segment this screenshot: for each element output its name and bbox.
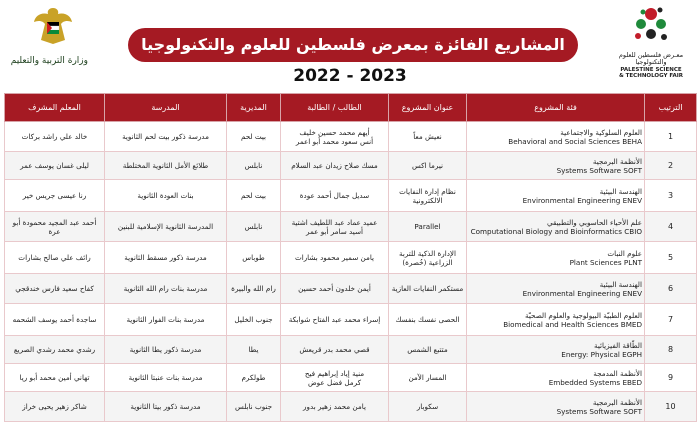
category-english: Plant Sciences PLNT [569, 257, 642, 267]
category-english: Behavioral and Social Sciences BEHA [508, 136, 642, 146]
teacher-text: رشدي محمد رشدي الصريع [13, 345, 96, 354]
cell-directorate [227, 180, 281, 212]
rank-text: 1 [667, 131, 674, 141]
cell-rank [645, 392, 697, 422]
cell-category [467, 336, 645, 364]
category-arabic: الهندسة البيئية [599, 186, 642, 196]
category-english: Systems Software SOFT [556, 165, 642, 175]
science-fair-logo-icon [631, 4, 671, 48]
student-names: يامن محمد زهير بدور [303, 402, 366, 411]
student-names: أيهم محمد حسين خليف أنس سعود محمد أبو اعمر [295, 127, 374, 146]
project-title-text: متتبع الشمس [407, 345, 448, 354]
category-english: Systems Software SOFT [556, 406, 642, 416]
school-text: بنات العودة الثانوية [137, 191, 194, 200]
table-row [5, 122, 697, 152]
school-text: مدرسة بنات الفوار الثانوية [126, 315, 205, 324]
teacher-text: رائف علي صالح بشارات [18, 253, 91, 262]
school-text: مدرسة بنات عنبتا الثانوية [128, 373, 203, 382]
col-header-title: عنوان المشروع [389, 94, 467, 122]
table-row [5, 274, 697, 304]
cell-directorate [227, 274, 281, 304]
rank-text: 9 [667, 372, 674, 382]
cell-teacher [5, 304, 105, 336]
cell-student [281, 392, 389, 422]
category-arabic: الأنظمة المدمجة [593, 368, 642, 378]
cell-student [281, 274, 389, 304]
project-title-text: نيرما اكس [411, 161, 444, 170]
directorate-text: يطا [248, 345, 259, 354]
cell-category [467, 364, 645, 392]
teacher-text: تهاني أمين محمد أبو ريا [19, 373, 90, 382]
cell-teacher [5, 242, 105, 274]
table-row [5, 364, 697, 392]
category-english: Environmental Engineering ENEV [522, 288, 642, 298]
school-text: مدرسة ذكور بيتا الثانوية [130, 402, 201, 411]
fair-logo-arabic: معـرض فلسطين للعلوم والتكنولوجيا [618, 51, 684, 67]
cell-teacher [5, 392, 105, 422]
cell-teacher [5, 152, 105, 180]
ministry-name: وزارة التربية والتعليم [10, 56, 88, 66]
cell-rank [645, 212, 697, 242]
category-english: Energy: Physical EGPH [561, 349, 642, 359]
project-title-text: المسار الآمن [408, 373, 447, 382]
school-text: مدرسة بنات رام الله الثانوية [123, 284, 208, 293]
project-title-text: سكوبار [416, 402, 439, 411]
cell-school [105, 392, 227, 422]
cell-directorate [227, 242, 281, 274]
cell-project-title [389, 180, 467, 212]
cell-category [467, 304, 645, 336]
cell-student [281, 212, 389, 242]
col-header-student: الطالب / الطالبة [281, 94, 389, 122]
table-row [5, 304, 697, 336]
rank-text: 7 [667, 314, 674, 324]
table-row [5, 242, 697, 274]
cell-directorate [227, 122, 281, 152]
cell-school [105, 212, 227, 242]
cell-rank [645, 336, 697, 364]
directorate-text: بيت لحم [240, 191, 267, 200]
page-title: المشاريع الفائزة بمعرض فلسطين للعلوم والتكنولوجيا [128, 28, 578, 62]
cell-directorate [227, 392, 281, 422]
teacher-text: خالد علي راشد بركات [21, 132, 88, 141]
cell-teacher [5, 180, 105, 212]
cell-category [467, 392, 645, 422]
palestine-eagle-emblem-icon [31, 4, 75, 48]
directorate-text: نابلس [244, 161, 263, 170]
cell-school [105, 364, 227, 392]
academic-year: 2022 - 2023 [293, 66, 407, 86]
cell-project-title [389, 242, 467, 274]
cell-project-title [389, 364, 467, 392]
cell-rank [645, 180, 697, 212]
school-text: المدرسة الثانوية الإسلامية للبنين [117, 222, 214, 231]
cell-project-title [389, 122, 467, 152]
cell-school [105, 152, 227, 180]
cell-school [105, 180, 227, 212]
rank-text: 2 [667, 160, 674, 170]
rank-text: 10 [665, 401, 676, 411]
cell-student [281, 242, 389, 274]
teacher-text: ساجدة أحمد يوسف الشحمه [12, 315, 97, 324]
cell-school [105, 304, 227, 336]
directorate-text: جنوب الخليل [234, 315, 273, 324]
cell-category [467, 242, 645, 274]
student-names: منية إياد إبراهيم فيح كرمل فضل عوض [304, 368, 365, 387]
fair-logo-english-1: PALESTINE SCIENCE [620, 66, 682, 73]
cell-category [467, 122, 645, 152]
table-row [5, 336, 697, 364]
cell-student [281, 336, 389, 364]
category-english: Biomedical and Health Sciences BMED [503, 319, 642, 329]
cell-directorate [227, 152, 281, 180]
student-names: أيمن خلدون أحمد حسين [298, 284, 371, 293]
cell-directorate [227, 336, 281, 364]
cell-category [467, 212, 645, 242]
project-title-text: مستكمر النفايات العازية [391, 284, 464, 293]
fair-logo-english-2: & TECHNOLOGY FAIR [618, 73, 684, 80]
directorate-text: نابلس [244, 222, 263, 231]
col-header-category: فئة المشروع [467, 94, 645, 122]
school-text: مدرسة ذكور يطا الثانوية [129, 345, 202, 354]
cell-teacher [5, 336, 105, 364]
rank-text: 3 [667, 190, 674, 200]
school-text: مدرسة ذكور مسقط الثانوية [124, 253, 207, 262]
cell-student [281, 180, 389, 212]
cell-rank [645, 242, 697, 274]
cell-project-title [389, 392, 467, 422]
cell-project-title [389, 152, 467, 180]
project-title-text: نظام إدارة النفايات الالكترونية [399, 186, 456, 205]
student-names: مسك صلاح زيدان عبد السلام [291, 161, 378, 170]
category-arabic: علم الأحياء الحاسوبي والتطبيقي [546, 217, 642, 227]
cell-project-title [389, 336, 467, 364]
project-title-text: Parallel [414, 222, 441, 231]
cell-directorate [227, 212, 281, 242]
category-arabic: علوم النبات [607, 248, 642, 258]
student-names: سديل جمال أحمد عودة [299, 191, 370, 200]
cell-student [281, 364, 389, 392]
directorate-text: بيت لحم [240, 132, 267, 141]
cell-teacher [5, 122, 105, 152]
table-row [5, 392, 697, 422]
cell-teacher [5, 364, 105, 392]
cell-teacher [5, 274, 105, 304]
cell-school [105, 242, 227, 274]
cell-project-title [389, 274, 467, 304]
category-arabic: الأنظمة البرمجية [592, 156, 642, 166]
category-english: Computational Biology and Bioinformatics CBIO [470, 226, 642, 236]
project-title-text: نعيش معاً [413, 132, 442, 141]
directorate-text: جنوب نابلس [234, 402, 273, 411]
cell-rank [645, 304, 697, 336]
school-text: مدرسة ذكور بيت لحم الثانوية [122, 132, 209, 141]
rank-text: 6 [667, 283, 674, 293]
category-arabic: الطّاقة الفيزيائية [593, 340, 642, 350]
category-english: Embedded Systems EBED [548, 377, 642, 387]
directorate-text: رام الله والبيرة [231, 284, 276, 293]
cell-student [281, 152, 389, 180]
student-names: عميد عماد عبد اللطيف اشتية أسيد سامر أبو عمر [291, 217, 378, 236]
table-row [5, 152, 697, 180]
winners-table [4, 93, 697, 422]
cell-school [105, 122, 227, 152]
cell-rank [645, 122, 697, 152]
col-header-school: المدرسة [105, 94, 227, 122]
cell-rank [645, 274, 697, 304]
teacher-text: أحمد عبد المجيد محمودة أبو عرة [12, 217, 97, 236]
cell-student [281, 122, 389, 152]
teacher-text: كفاح سعيد فارس خندقجي [15, 284, 94, 293]
directorate-text: طوباس [242, 253, 265, 262]
student-names: إسراء محمد عبد الفتاح شوابكة [288, 315, 381, 324]
cell-category [467, 152, 645, 180]
rank-text: 5 [667, 252, 674, 262]
cell-category [467, 180, 645, 212]
col-header-rank: الترتيب [645, 94, 697, 122]
cell-rank [645, 364, 697, 392]
teacher-text: شاكر زهير يحيى خراز [22, 402, 87, 411]
cell-project-title [389, 304, 467, 336]
category-arabic: الهندسة البيئية [599, 279, 642, 289]
col-header-teacher: المعلم المشرف [5, 94, 105, 122]
table-row [5, 180, 697, 212]
table-row [5, 212, 697, 242]
teacher-text: رنا عيسى جريس خير [22, 191, 87, 200]
teacher-text: ليلى غسان يوسف عمر [20, 161, 89, 170]
cell-directorate [227, 304, 281, 336]
cell-school [105, 336, 227, 364]
category-arabic: الأنظمة البرمجية [592, 397, 642, 407]
directorate-text: طولكرم [241, 373, 266, 382]
category-arabic: العلوم الطبيّة البيولوجية والعلوم الصحيّة [525, 310, 642, 320]
project-title-text: الحصى نفسك بنفسك [395, 315, 460, 324]
cell-school [105, 274, 227, 304]
student-names: قصي محمد بدر قريعش [299, 345, 370, 354]
cell-teacher [5, 212, 105, 242]
school-text: طلائع الأمل الثانوية المختلطة [122, 161, 209, 170]
cell-category [467, 274, 645, 304]
category-english: Environmental Engineering ENEV [522, 195, 642, 205]
table-header-row [5, 94, 697, 122]
cell-rank [645, 152, 697, 180]
category-arabic: العلوم السلوكية والاجتماعية [560, 127, 642, 137]
cell-student [281, 304, 389, 336]
rank-text: 8 [667, 344, 674, 354]
rank-text: 4 [667, 221, 674, 231]
cell-project-title [389, 212, 467, 242]
col-header-directorate: المديرية [227, 94, 281, 122]
project-title-text: الإدارة الذكية للتربة الزراعية (خُصرة) [398, 248, 457, 267]
student-names: يامن سمير محمود بشارات [294, 253, 375, 262]
cell-directorate [227, 364, 281, 392]
